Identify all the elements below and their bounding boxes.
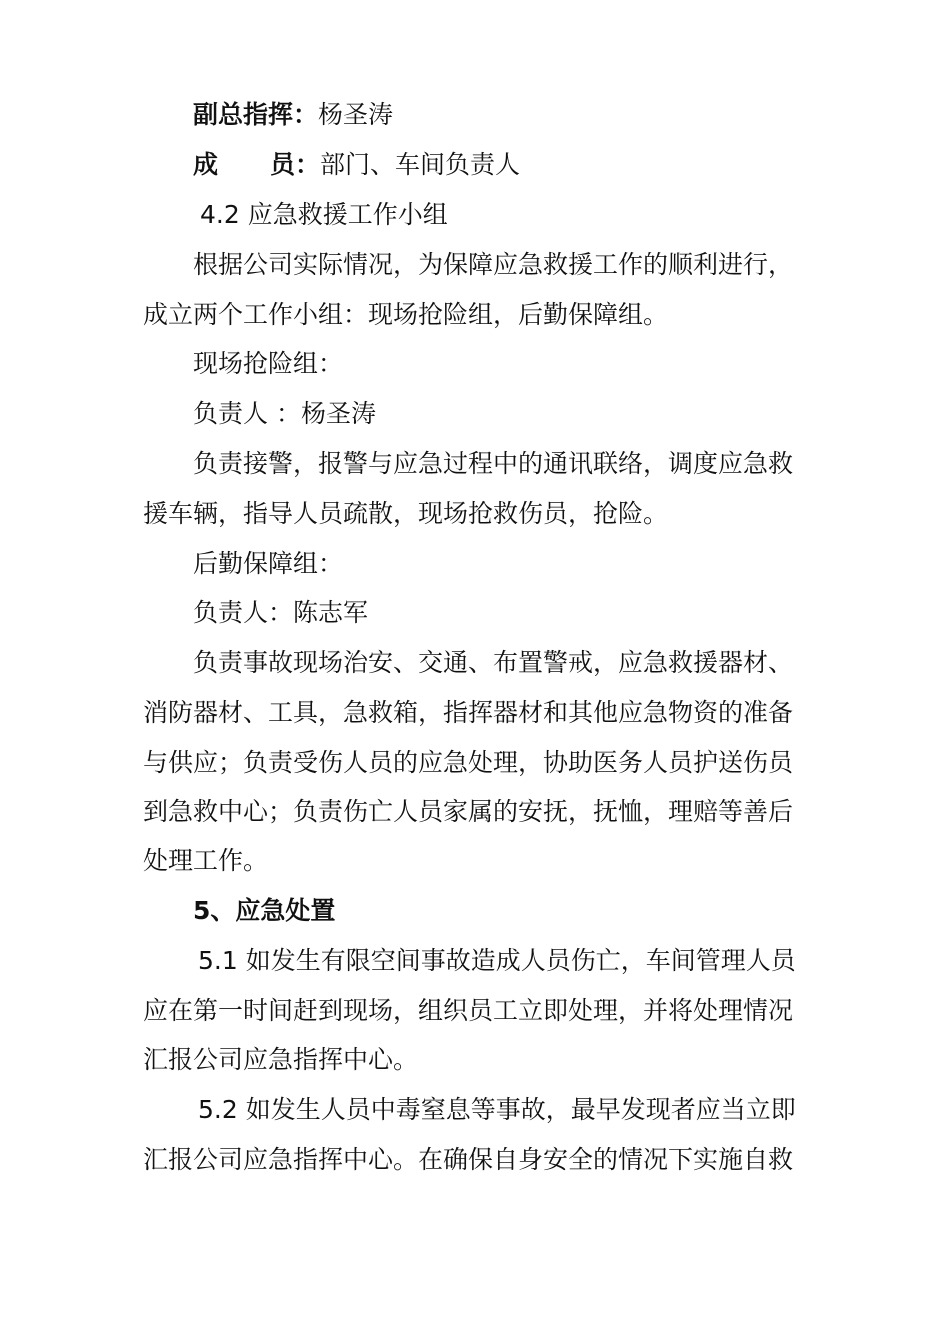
deputy-commander-label: 副总指挥： xyxy=(193,100,319,129)
section-5-2-line2: 汇报公司应急指挥中心。在确保自身安全的情况下实施自救 xyxy=(143,1145,794,1174)
logistics-group-title: 后勤保障组： xyxy=(193,549,344,578)
rescue-group-duty-line1: 负责接警，报警与应急过程中的通讯联络，调度应急救 xyxy=(193,449,794,478)
deputy-commander-value: 杨圣涛 xyxy=(318,100,394,129)
logistics-group-duty-line1: 负责事故现场治安、交通、布置警戒，应急救援器材、 xyxy=(193,648,794,677)
logistics-group-leader: 负责人：陈志军 xyxy=(193,598,369,627)
rescue-group-title: 现场抢险组： xyxy=(193,349,344,378)
rescue-group-duty-line2: 援车辆，指导人员疏散，现场抢救伤员，抢险。 xyxy=(143,499,669,528)
section-5-2-line1: 5.2 如发生人员中毒窒息等事故，最早发现者应当立即 xyxy=(198,1095,796,1124)
section-5-heading: 5、应急处置 xyxy=(193,896,336,925)
logistics-group-duty-line3: 与供应；负责受伤人员的应急处理，协助医务人员护送伤员 xyxy=(143,748,794,777)
members-value: 部门、车间负责人 xyxy=(320,150,521,179)
section-5-1-line2: 应在第一时间赶到现场，组织员工立即处理，并将处理情况 xyxy=(143,996,794,1025)
deputy-commander-line xyxy=(193,98,393,132)
rescue-group-leader: 负责人 ：杨圣涛 xyxy=(193,399,376,428)
section-4-2-intro-line2: 成立两个工作小组：现场抢险组，后勤保障组。 xyxy=(143,300,669,329)
members-label-part2: 员： xyxy=(270,150,321,179)
section-4-2-intro-line1: 根据公司实际情况，为保障应急救援工作的顺利进行， xyxy=(193,250,794,279)
members-label-part1: 成 xyxy=(193,150,219,179)
logistics-group-duty-line5: 处理工作。 xyxy=(143,846,269,875)
section-4-2-heading: 4.2 应急救援工作小组 xyxy=(200,200,448,229)
section-5-1-line1: 5.1 如发生有限空间事故造成人员伤亡，车间管理人员 xyxy=(198,946,796,975)
members-line xyxy=(193,148,520,182)
section-5-1-line3: 汇报公司应急指挥中心。 xyxy=(143,1045,419,1074)
logistics-group-duty-line4: 到急救中心；负责伤亡人员家属的安抚，抚恤，理赔等善后 xyxy=(143,797,794,826)
logistics-group-duty-line2: 消防器材、工具，急救箱，指挥器材和其他应急物资的准备 xyxy=(143,698,794,727)
